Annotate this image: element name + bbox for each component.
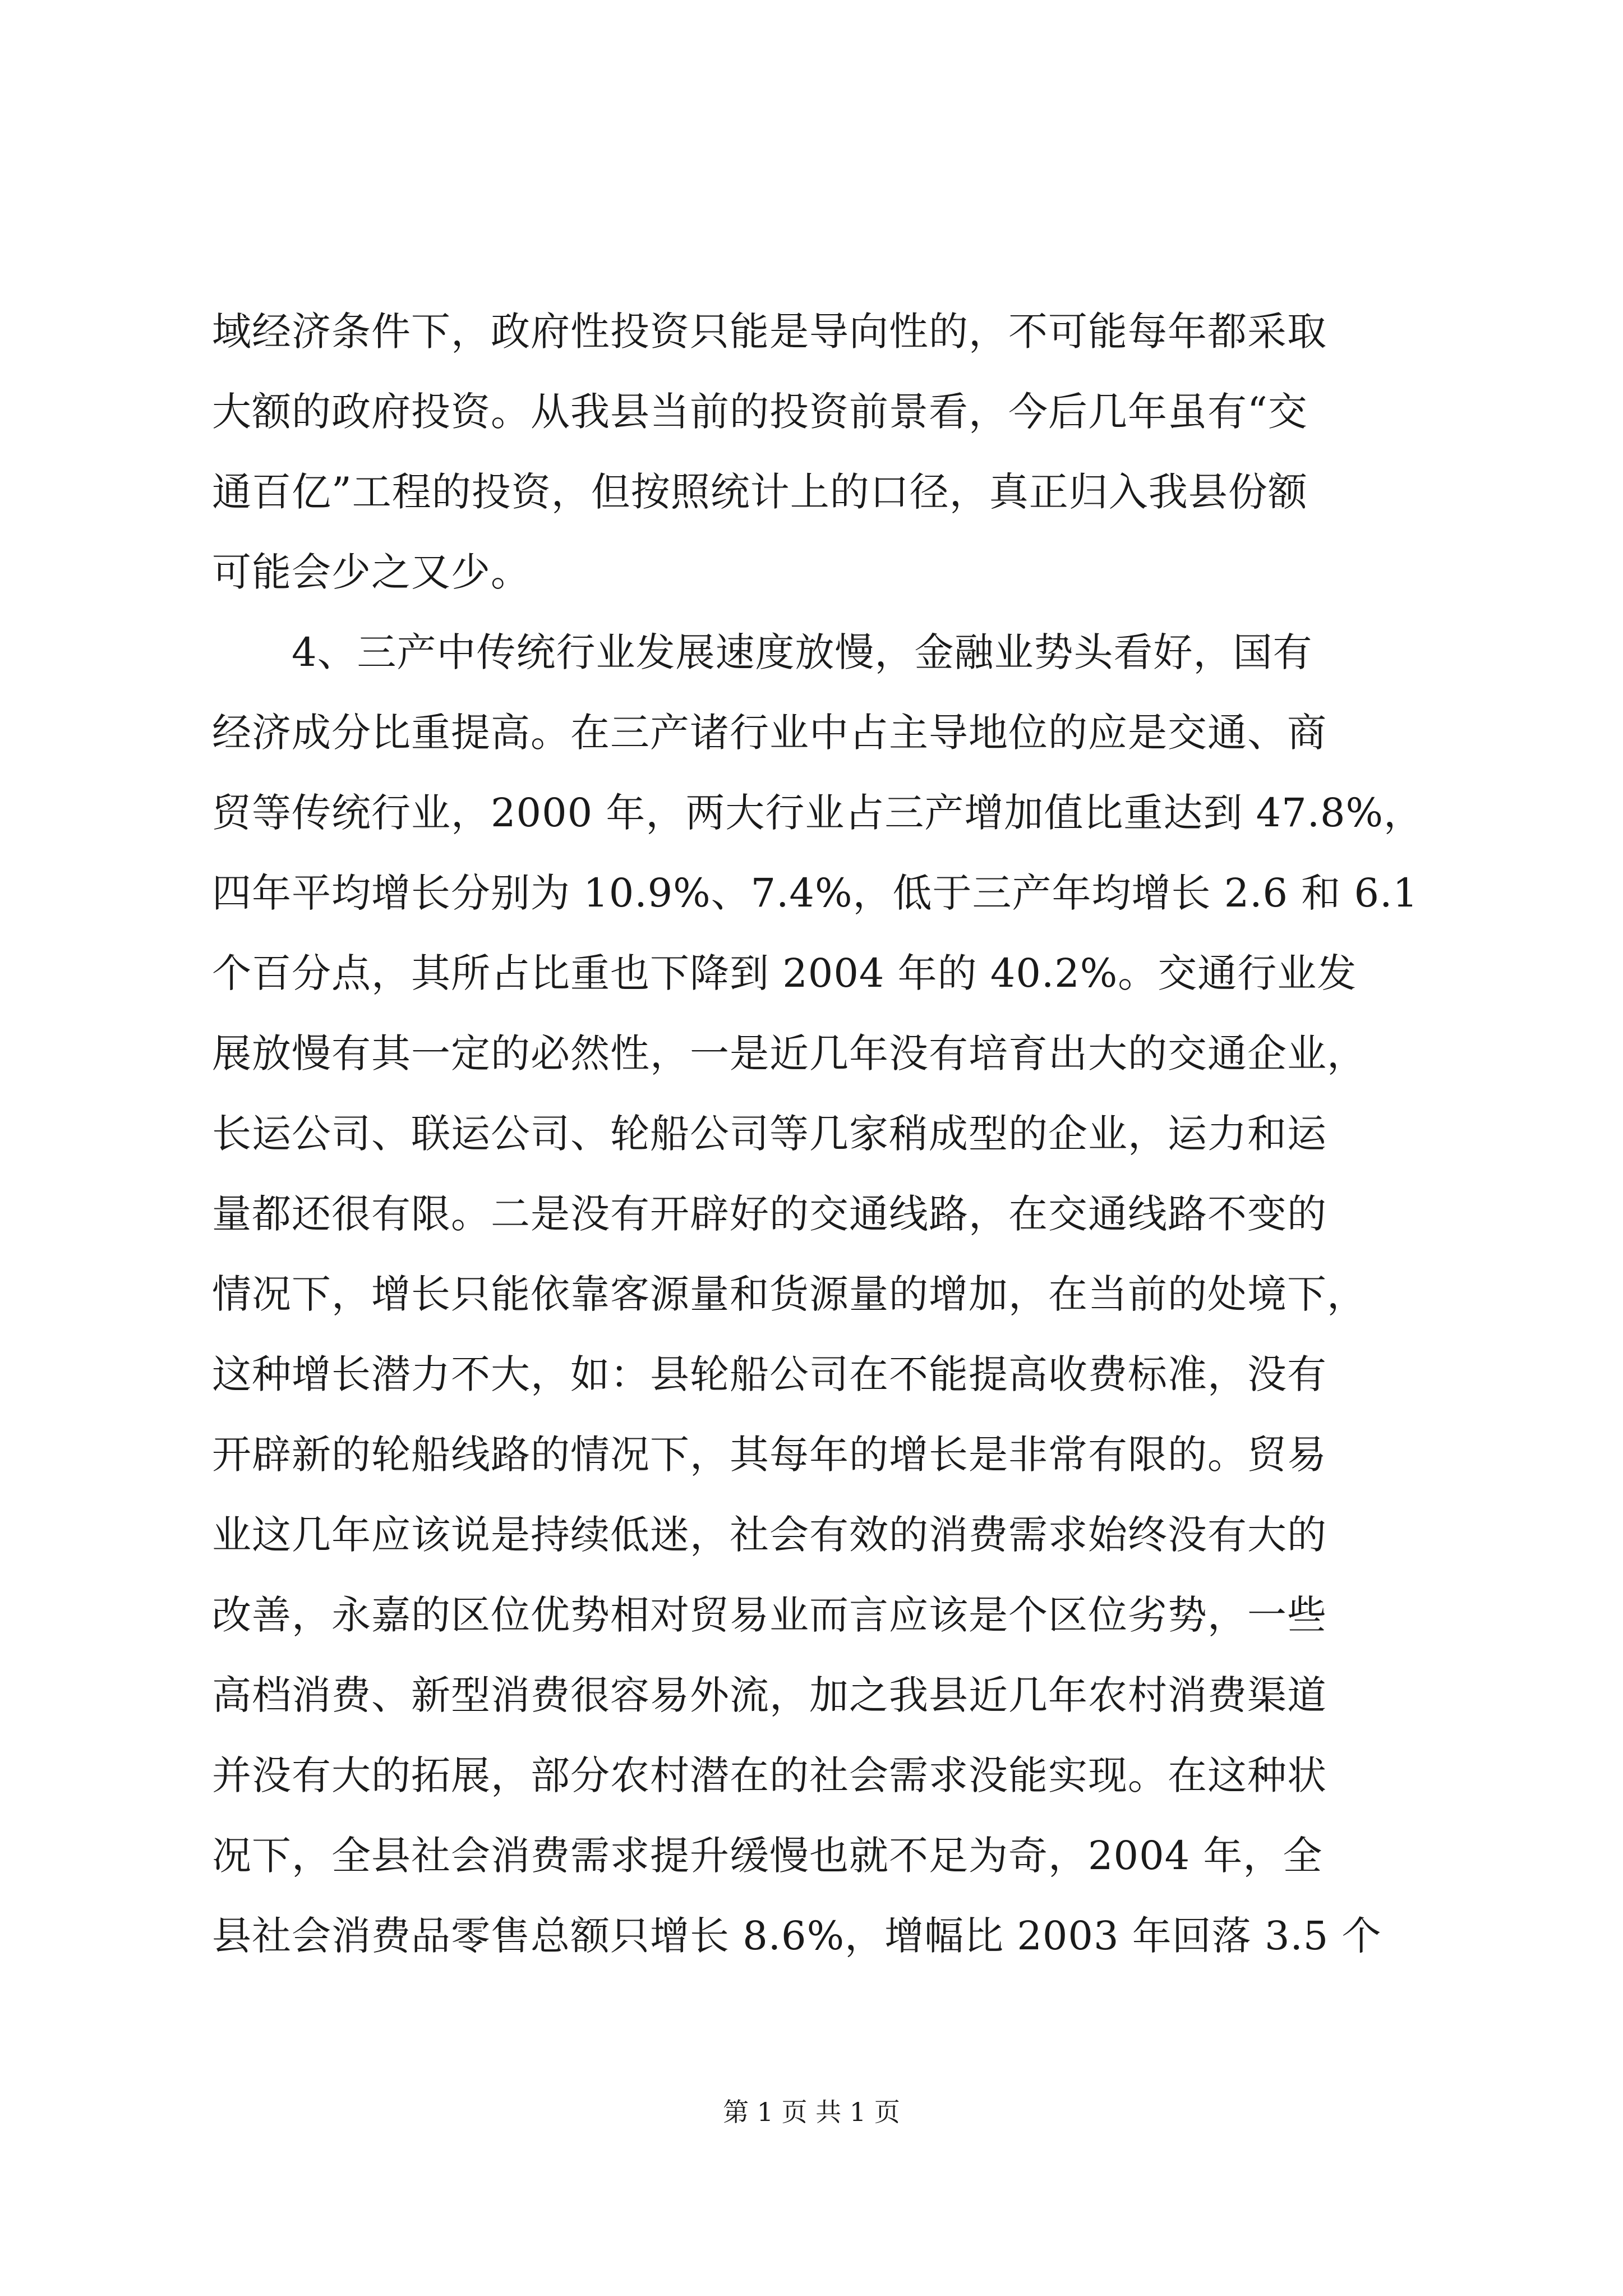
text-line: 改善，永嘉的区位优势相对贸易业而言应该是个区位劣势，一些 [212, 1592, 1327, 1638]
text-line: 个百分点，其所占比重也下降到 2004 年的 40.2%。交通行业发 [212, 950, 1357, 996]
text-line: 可能会少之又少。 [212, 549, 531, 595]
text-line: 量都还很有限。二是没有开辟好的交通线路，在交通线路不变的 [212, 1191, 1327, 1237]
text-line: 情况下，增长只能依靠客源量和货源量的增加，在当前的处境下， [212, 1271, 1367, 1317]
text-line: 并没有大的拓展，部分农村潜在的社会需求没能实现。在这种状 [212, 1752, 1327, 1798]
text-line: 4、三产中传统行业发展速度放慢，金融业势头看好，国有 [212, 629, 1313, 675]
text-line: 大额的政府投资。从我县当前的投资前景看，今后几年虽有“交 [212, 389, 1308, 435]
text-line: 业这几年应该说是持续低迷，社会有效的消费需求始终没有大的 [212, 1512, 1327, 1558]
text-line: 展放慢有其一定的必然性，一是近几年没有培育出大的交通企业， [212, 1030, 1367, 1076]
text-line: 况下，全县社会消费需求提升缓慢也就不足为奇，2004 年，全 [212, 1833, 1323, 1879]
text-line: 经济成分比重提高。在三产诸行业中占主导地位的应是交通、商 [212, 710, 1327, 756]
page-footer: 第 1 页 共 1 页 [723, 2097, 900, 2127]
text-line: 四年平均增长分别为 10.9%、7.4%，低于三产年均增长 2.6 和 6.1 [212, 870, 1418, 916]
text-line: 贸等传统行业，2000 年，两大行业占三产增加值比重达到 47.8%， [212, 790, 1424, 836]
text-line: 长运公司、联运公司、轮船公司等几家稍成型的企业，运力和运 [212, 1111, 1327, 1157]
body-text [212, 292, 1423, 1976]
text-line: 域经济条件下，政府性投资只能是导向性的，不可能每年都采取 [212, 309, 1327, 355]
text-line: 县社会消费品零售总额只增长 8.6%，增幅比 2003 年回落 3.5 个 [212, 1913, 1382, 1959]
text-line: 开辟新的轮船线路的情况下，其每年的增长是非常有限的。贸易 [212, 1432, 1327, 1478]
text-line: 通百亿”工程的投资，但按照统计上的口径，真正归入我县份额 [212, 469, 1308, 515]
text-line: 高档消费、新型消费很容易外流，加之我县近几年农村消费渠道 [212, 1672, 1327, 1718]
text-line: 这种增长潜力不大，如：县轮船公司在不能提高收费标准，没有 [212, 1351, 1327, 1397]
